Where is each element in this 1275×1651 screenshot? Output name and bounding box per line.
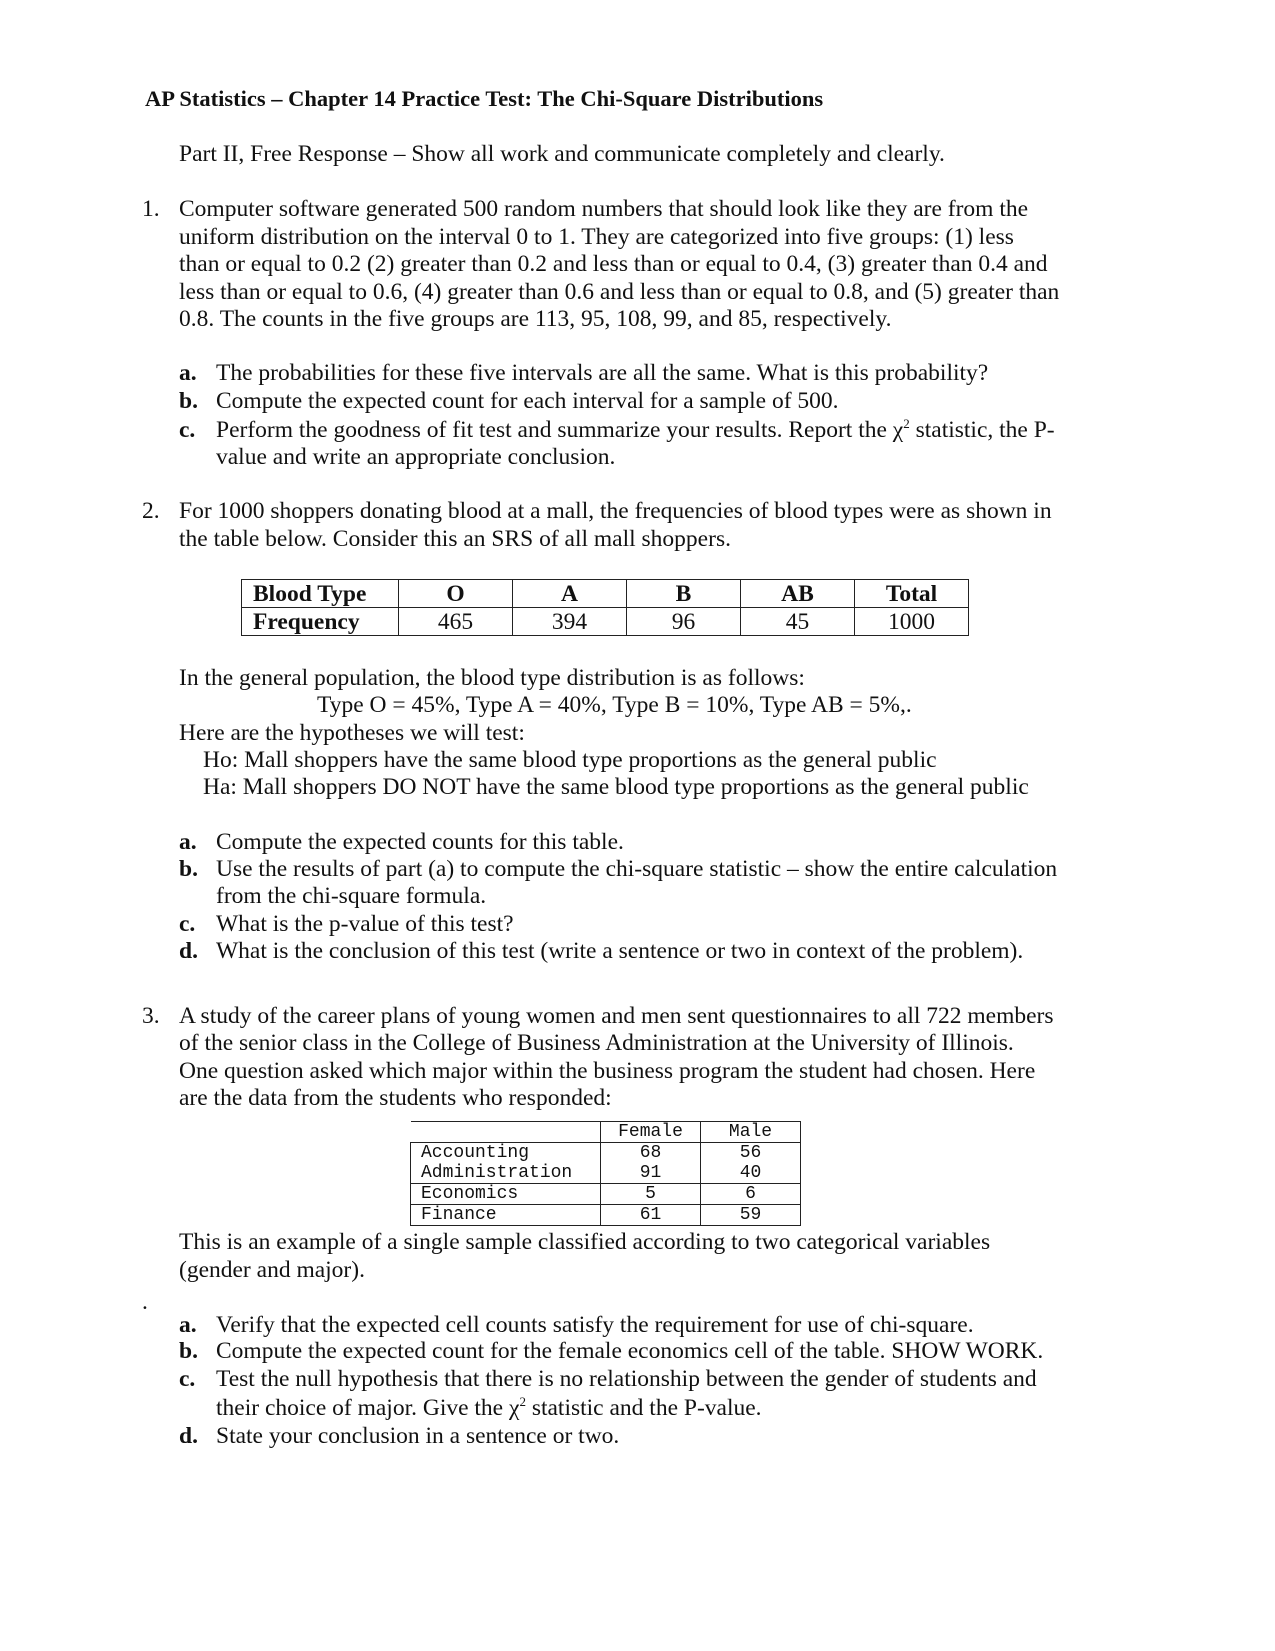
q2-a-text: Compute the expected counts for this table.	[216, 829, 624, 855]
q1-b-text: Compute the expected count for each interval for a sample of 500.	[216, 388, 839, 414]
q3-c-text: Test the null hypothesis that there is no relationship between the gender of students and	[216, 1366, 1037, 1392]
q1-part-a	[179, 359, 988, 387]
q2-c-text: What is the p-value of this test?	[216, 911, 514, 937]
frequency-header: Frequency	[242, 608, 399, 636]
q2-a-label: a.	[179, 829, 197, 855]
q1-line-3: than or equal to 0.2 (2) greater than 0.2 and less than or equal to 0.4, (3) greater than 0.4 and	[179, 251, 1048, 277]
q1-c-label: c.	[179, 417, 196, 443]
blood-type-header: Blood Type	[242, 580, 399, 608]
q2-null-hypothesis: Ho: Mall shoppers have the same blood type proportions as the general public	[203, 747, 937, 773]
major-corner-cell	[411, 1122, 601, 1143]
part-heading: Part II, Free Response – Show all work and communicate completely and clearly.	[179, 141, 945, 167]
q2-b-line-2: from the chi-square formula.	[216, 883, 487, 909]
q3-a-label: a.	[179, 1312, 197, 1338]
q1-part-b	[179, 387, 839, 415]
q2-part-d	[179, 937, 1023, 965]
q2-number: 2.	[142, 498, 160, 524]
blood-type-header-row	[242, 580, 969, 608]
frequency-row	[242, 608, 969, 636]
q3-part-d	[179, 1422, 619, 1450]
q1-c-text-pre: Perform the goodness of fit test and summarize your results. Report the χ	[216, 417, 904, 443]
male-count: 59	[701, 1205, 801, 1226]
male-header: Male	[701, 1122, 801, 1143]
frequency-ab: 45	[741, 608, 855, 636]
q3-c-label: c.	[179, 1366, 196, 1392]
q3-c-sup: 2	[519, 1394, 526, 1409]
page-title: AP Statistics – Chapter 14 Practice Test: The Chi-Square Distributions	[145, 86, 824, 111]
stray-dot: .	[142, 1289, 148, 1315]
q3-a-text: Verify that the expected cell counts satisfy the requirement for use of chi-square.	[216, 1312, 974, 1338]
table-row	[411, 1143, 801, 1164]
q3-b-label: b.	[179, 1338, 198, 1364]
q2-part-a	[179, 828, 624, 856]
q3-part-c	[179, 1365, 1037, 1393]
major-name: Finance	[411, 1205, 601, 1226]
q3-after-line-2: (gender and major).	[179, 1257, 365, 1283]
q3-part-a	[179, 1311, 974, 1339]
blood-type-table	[241, 579, 969, 636]
frequency-b: 96	[627, 608, 741, 636]
table-row	[411, 1184, 801, 1205]
blood-type-b: B	[627, 580, 741, 608]
q2-c-label: c.	[179, 911, 196, 937]
q1-number: 1.	[142, 196, 160, 222]
blood-type-ab: AB	[741, 580, 855, 608]
q2-hyp-intro: Here are the hypotheses we will test:	[179, 720, 525, 746]
q3-number: 3.	[142, 1003, 160, 1029]
q1-c-text-post: statistic, the P-	[909, 417, 1055, 443]
female-header: Female	[601, 1122, 701, 1143]
q1-a-text: The probabilities for these five intervals are all the same. What is this probability?	[216, 360, 989, 386]
q2-d-text: What is the conclusion of this test (write a sentence or two in context of the problem).	[216, 938, 1024, 964]
q3-after-line-1: This is an example of a single sample classified according to two categorical variables	[179, 1229, 991, 1255]
q3-line-1: A study of the career plans of young women and men sent questionnaires to all 722 members	[179, 1003, 1054, 1029]
q3-d-text: State your conclusion in a sentence or two.	[216, 1423, 620, 1449]
q2-part-b	[179, 855, 1057, 883]
q2-line-1: For 1000 shoppers donating blood at a mall, the frequencies of blood types were as shown in	[179, 498, 1052, 524]
major-gender-table	[410, 1121, 801, 1226]
q1-b-label: b.	[179, 388, 198, 414]
male-count: 6	[701, 1184, 801, 1205]
major-header-row	[411, 1122, 801, 1143]
major-name: Administration	[411, 1163, 601, 1184]
q1-line-5: 0.8. The counts in the five groups are 113, 95, 108, 99, and 85, respectively.	[179, 306, 892, 332]
q3-part-b	[179, 1337, 1043, 1365]
q1-part-c	[179, 416, 1055, 444]
q2-pop-dist: Type O = 45%, Type A = 40%, Type B = 10%, Type AB = 5%,.	[317, 692, 912, 718]
frequency-o: 465	[399, 608, 513, 636]
q3-d-label: d.	[179, 1423, 198, 1449]
q3-line-3: One question asked which major within the business program the student had chosen. Here	[179, 1058, 1036, 1084]
q2-part-c	[179, 910, 514, 938]
q2-pop-intro: In the general population, the blood type distribution is as follows:	[179, 665, 805, 691]
male-count: 56	[701, 1143, 801, 1164]
q1-line-4: less than or equal to 0.6, (4) greater than 0.6 and less than or equal to 0.8, and (5) greater than	[179, 279, 1060, 305]
q1-c-line-2: value and write an appropriate conclusion.	[216, 444, 616, 470]
frequency-total: 1000	[855, 608, 969, 636]
blood-type-a: A	[513, 580, 627, 608]
q3-line-2: of the senior class in the College of Business Administration at the University of Illinois.	[179, 1030, 1014, 1056]
q1-a-label: a.	[179, 360, 197, 386]
major-name: Economics	[411, 1184, 601, 1205]
blood-type-o: O	[399, 580, 513, 608]
q1-line-1: Computer software generated 500 random numbers that should look like they are from the	[179, 196, 1029, 222]
q3-c-line-2-pre: their choice of major. Give the χ	[216, 1395, 520, 1421]
female-count: 91	[601, 1163, 701, 1184]
q3-c-line-2-post: statistic and the P-value.	[525, 1395, 762, 1421]
female-count: 5	[601, 1184, 701, 1205]
q2-b-text: Use the results of part (a) to compute the chi-square statistic – show the entire calculation	[216, 856, 1058, 882]
q1-c-sup: 2	[903, 416, 910, 431]
q3-line-4: are the data from the students who responded:	[179, 1085, 612, 1111]
q2-line-2: the table below. Consider this an SRS of all mall shoppers.	[179, 526, 731, 552]
male-count: 40	[701, 1163, 801, 1184]
blood-type-total: Total	[855, 580, 969, 608]
major-name: Accounting	[411, 1143, 601, 1164]
female-count: 68	[601, 1143, 701, 1164]
q1-line-2: uniform distribution on the interval 0 to 1. They are categorized into five groups: (1) less	[179, 224, 1014, 250]
female-count: 61	[601, 1205, 701, 1226]
table-row	[411, 1205, 801, 1226]
q2-alt-hypothesis: Ha: Mall shoppers DO NOT have the same blood type proportions as the general public	[203, 774, 1029, 800]
q2-b-label: b.	[179, 856, 198, 882]
frequency-a: 394	[513, 608, 627, 636]
table-row	[411, 1163, 801, 1184]
q3-c-line-2	[216, 1394, 762, 1422]
q3-b-text: Compute the expected count for the female economics cell of the table. SHOW WORK.	[216, 1338, 1044, 1364]
q2-d-label: d.	[179, 938, 198, 964]
